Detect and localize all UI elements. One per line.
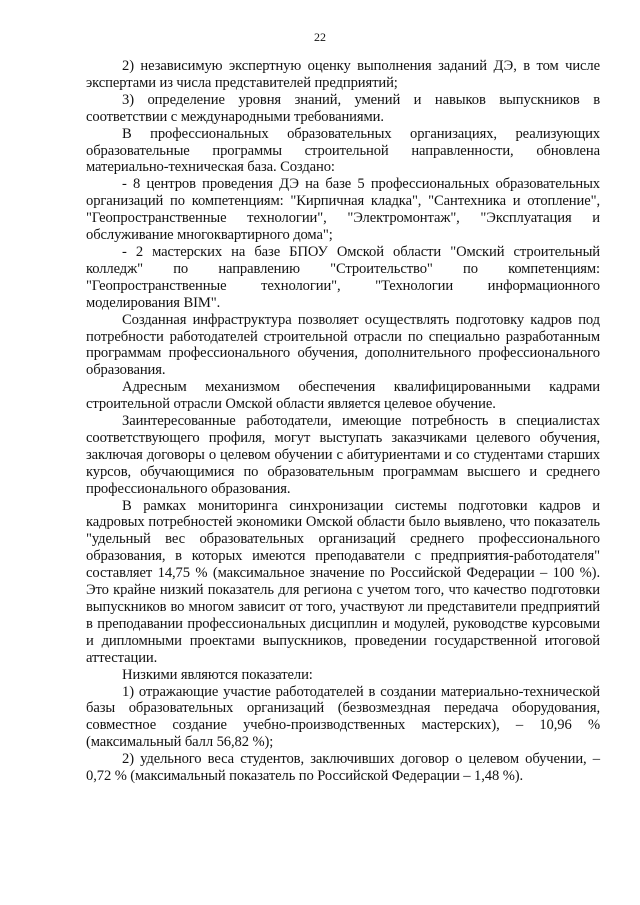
paragraph-item-2: 2) независимую экспертную оценку выполнения заданий ДЭ, в том числе экспертами из числа представителей предприятий; bbox=[86, 58, 600, 91]
paragraph-indicator-1: 1) отражающие участие работодателей в создании материально-технической базы образовательных организаций (безвозмездная передача оборудования, совместное создание учебно-производственных мастерских), – 10,96 % (максимальный балл 56,82 %); bbox=[86, 683, 600, 751]
paragraph-workshops-list: - 2 мастерских на базе БПОУ Омской области "Омский строительный колледж" по направлению "Строительство" по компетенциям: "Геопространственные технологии", "Технологии информационного моделирования BIM". bbox=[86, 243, 600, 311]
paragraph-employers: Заинтересованные работодатели, имеющие потребность в специалистах соответствующего профиля, могут выступать заказчиками целевого обучения, заключая договоры о целевом обучении с абитуриентами и со студентами старших курсов, обучающимися по образовательным программам высшего и среднего профессионального образования. bbox=[86, 413, 600, 497]
paragraph-centers-list: - 8 центров проведения ДЭ на базе 5 профессиональных образовательных организаций по компетенциям: "Кирпичная кладка", "Сантехника и отопление", "Геопространственные технологии", "Электромонтаж", "Эксплуатация и обслуживание многоквартирного дома"; bbox=[86, 176, 600, 244]
document-body bbox=[86, 58, 600, 785]
paragraph-low-indicators-heading: Низкими являются показатели: bbox=[122, 666, 313, 683]
paragraph-infrastructure-benefit: Созданная инфраструктура позволяет осуществлять подготовку кадров под потребности работодателей строительной отрасли по специально разработанным программам профессионального обучения, дополнительного профессионального образования. bbox=[86, 311, 600, 379]
paragraph-targeted-training: Адресным механизмом обеспечения квалифицированными кадрами строительной отрасли Омской области является целевое обучение. bbox=[86, 379, 600, 413]
page-number: 22 bbox=[314, 30, 326, 44]
paragraph-indicator-2: 2) удельного веса студентов, заключивших договор о целевом обучении, – 0,72 % (максимальный показатель по Российской Федерации – 1,48 %). bbox=[86, 751, 600, 785]
paragraph-infrastructure-update: В профессиональных образовательных организациях, реализующих образовательные программы строительной направленности, обновлена материально-техническая база. Создано: bbox=[86, 125, 600, 176]
paragraph-item-3: 3) определение уровня знаний, умений и навыков выпускников в соответствии с международными требованиями. bbox=[86, 91, 600, 125]
paragraph-monitoring: В рамках мониторинга синхронизации системы подготовки кадров и кадровых потребностей экономики Омской области было выявлено, что показатель "удельный вес образовательных организаций среднего профессионального образования, в которых имеются преподаватели с предприятия-работодателя" составляет 14,75 % (максимальное значение по Российской Федерации – 100 %). Это крайне низкий показатель для региона с учетом того, что качество подготовки выпускников во многом зависит от того, участвуют ли представители предприятий в преподавании профессиональных дисциплин и модулей, руководстве курсовыми и дипломными проектами выпускников, проведении государственной итоговой аттестации. bbox=[86, 497, 600, 666]
